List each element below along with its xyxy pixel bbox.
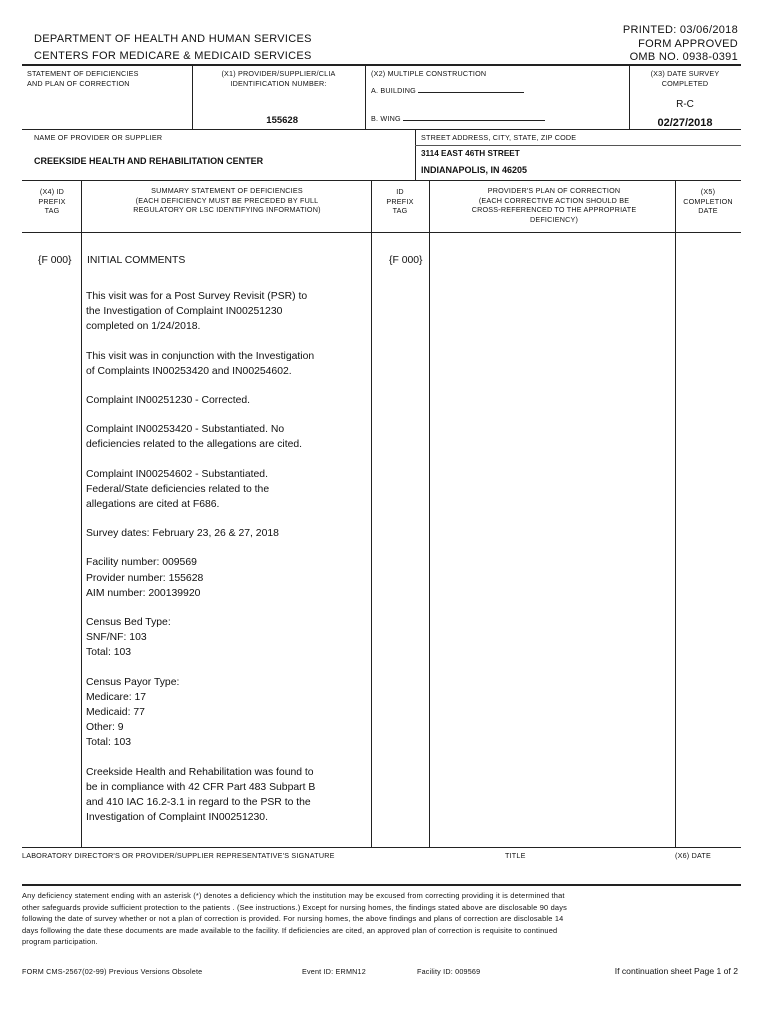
printed-date: PRINTED: 03/06/2018 xyxy=(622,24,738,36)
paragraph: Complaint IN00251230 - Corrected. xyxy=(86,395,251,407)
continuation-sheet: If continuation sheet Page 1 of 2 xyxy=(614,966,738,976)
address-label: STREET ADDRESS, CITY, STATE, ZIP CODE xyxy=(421,133,577,142)
entry-title: INITIAL COMMENTS xyxy=(87,255,186,266)
disclaimer: Any deficiency statement ending with an asterisk (*) denotes a deficiency which the institution may be excused from correcting providing it is determined that other safeguards provide sufficient protection to the patients . (See instructions.) Except for nursing homes, the findings stated above are disclosable 90 days following the date of survey whether or not a plan of correction is provided. For nursing homes, the above findings and plans of correction are disclosable 14 days following the date these documents are made available to the facility. If deficiencies are cited, an approved plan of correction is requisite to continued program participation. xyxy=(22,891,567,947)
divider xyxy=(415,129,416,180)
x2-label: (X2) MULTIPLE CONSTRUCTION xyxy=(371,69,487,78)
rule xyxy=(22,884,741,886)
x2-building-row xyxy=(371,85,524,96)
column-divider xyxy=(429,180,430,847)
x2-building-label: A. BUILDING xyxy=(371,86,416,95)
top-rule xyxy=(22,64,741,66)
address-line-2: INDIANAPOLIS, IN 46205 xyxy=(421,165,528,175)
agency-line-1: DEPARTMENT OF HEALTH AND HUMAN SERVICES xyxy=(34,33,312,45)
x4-column-label: (X4) ID PREFIX TAG xyxy=(38,187,66,216)
event-id: Event ID: ERMN12 xyxy=(302,967,366,976)
x2-wing-label: B. WING xyxy=(371,114,401,123)
title-label: TITLE xyxy=(505,851,526,860)
id-column-label: ID PREFIX TAG xyxy=(386,187,414,216)
address-line-1: 3114 EAST 46TH STREET xyxy=(421,149,520,158)
rule xyxy=(22,129,741,130)
column-divider xyxy=(81,180,82,847)
paragraph: Census Bed Type: SNF/NF: 103 Total: 103 xyxy=(86,617,171,659)
prefix-tag: {F 000} xyxy=(38,255,72,266)
x1-value: 155628 xyxy=(266,115,298,126)
signature-label: LABORATORY DIRECTOR'S OR PROVIDER/SUPPLIER REPRESENTATIVE'S SIGNATURE xyxy=(22,851,335,860)
rule xyxy=(22,180,741,181)
facility-id: Facility ID: 009569 xyxy=(417,967,481,976)
x3-code: R-C xyxy=(676,99,694,110)
rule xyxy=(22,232,741,233)
x5-column-label: (X5) COMPLETION DATE xyxy=(683,187,733,216)
statement-label: STATEMENT OF DEFICIENCIES AND PLAN OF CORRECTION xyxy=(27,69,139,88)
provider-name: CREEKSIDE HEALTH AND REHABILITATION CENTER xyxy=(34,156,264,166)
paragraph: Census Payor Type: Medicare: 17 Medicaid: 77 Other: 9 Total: 103 xyxy=(86,676,180,749)
form-id: FORM CMS-2567(02-99) Previous Versions Obsolete xyxy=(22,967,203,976)
x1-label: (X1) PROVIDER/SUPPLIER/CLIA IDENTIFICATION NUMBER: xyxy=(221,69,336,88)
paragraph: Survey dates: February 23, 26 & 27, 2018 xyxy=(86,528,279,540)
column-divider xyxy=(675,180,676,847)
paragraph: Complaint IN00253420 - Substantiated. No deficiencies related to the allegations are cited. xyxy=(86,424,303,451)
paragraph: This visit was for a Post Survey Revisit (PSR) to the Investigation of Complaint IN00251230 completed on 1/24/2018. xyxy=(86,291,308,333)
building-blank xyxy=(418,85,524,93)
x2-wing-row xyxy=(371,113,545,124)
rule xyxy=(415,145,741,146)
agency-line-2: CENTERS FOR MEDICARE & MEDICAID SERVICES xyxy=(34,50,312,62)
omb-number: OMB NO. 0938-0391 xyxy=(629,51,738,63)
plan-column-label: PROVIDER'S PLAN OF CORRECTION (EACH CORRECTIVE ACTION SHOULD BE CROSS-REFERENCED TO THE APPROPRIATE DEFICIENCY) xyxy=(471,186,637,225)
paragraph: Facility number: 009569 Provider number: 155628 AIM number: 200139920 xyxy=(86,557,204,599)
x3-date: 02/27/2018 xyxy=(657,117,713,129)
provider-name-label: NAME OF PROVIDER OR SUPPLIER xyxy=(34,133,163,142)
form-approved: FORM APPROVED xyxy=(638,38,738,50)
id-tag: {F 000} xyxy=(389,255,423,266)
summary-column-label: SUMMARY STATEMENT OF DEFICIENCIES (EACH DEFICIENCY MUST BE PRECEDED BY FULL REGULATORY OR LSC IDENTIFYING INFORMATION) xyxy=(133,186,321,215)
rule xyxy=(22,847,741,848)
paragraph: Complaint IN00254602 - Substantiated. Federal/State deficiencies related to the allegations are cited at F686. xyxy=(86,468,270,511)
paragraph: Creekside Health and Rehabilitation was found to be in compliance with 42 CFR Part 483 Subpart B and 410 IAC 16.2-3.1 in regard to the PSR to the Investigation of Complaint IN00251230. xyxy=(86,766,316,824)
date-label: (X6) DATE xyxy=(675,851,712,860)
column-divider xyxy=(371,180,372,847)
wing-blank xyxy=(403,113,545,121)
entry-body xyxy=(86,289,370,839)
divider xyxy=(365,65,366,129)
paragraph: This visit was in conjunction with the Investigation of Complaints IN00253420 and IN00254602. xyxy=(86,350,315,377)
x3-label: (X3) DATE SURVEY COMPLETED xyxy=(650,69,720,88)
